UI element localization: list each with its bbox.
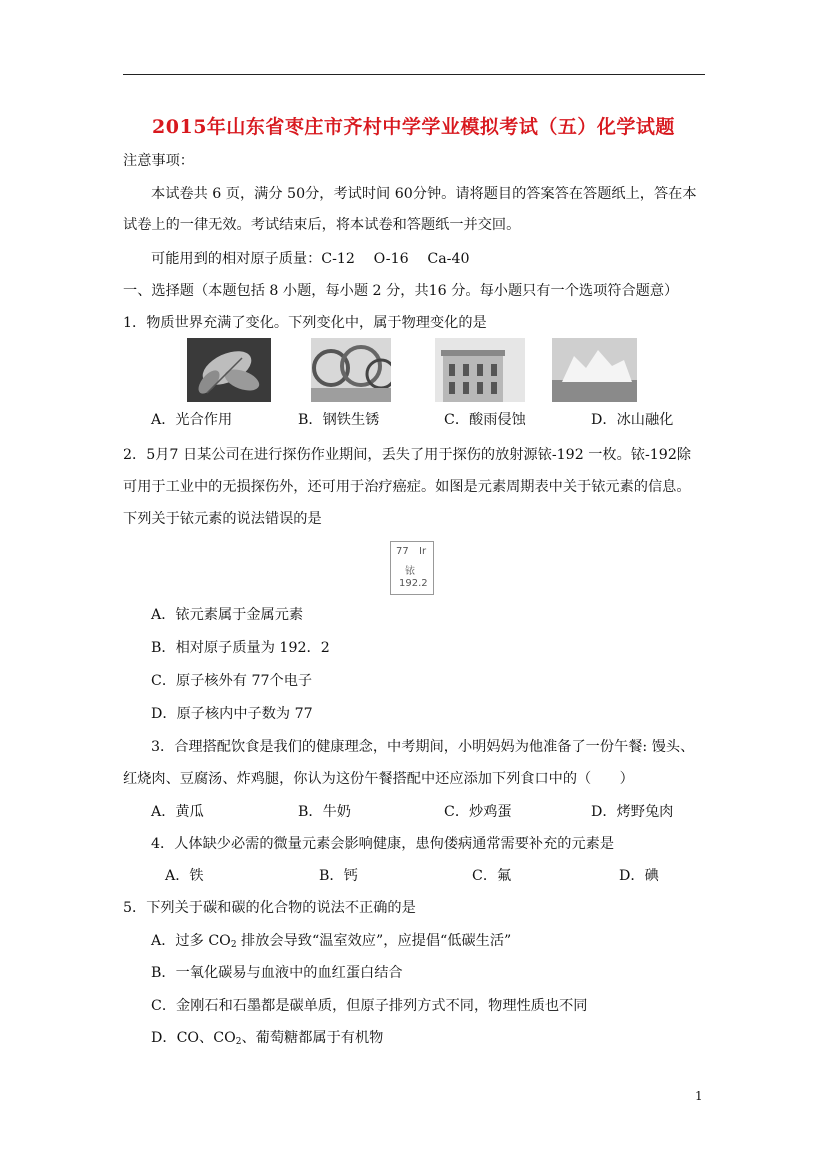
question-4-option-a: A．铁 [165,868,204,884]
question-2-stem-line2: 可用于工业中的无损探伤外，还可用于治疗癌症。如图是元素周期表中关于铱元素的信息。 [123,479,691,495]
question-4-option-c: C．氟 [472,868,512,884]
question-1-images [187,338,637,402]
header-rule [123,74,705,75]
melting-iceberg-image [552,338,637,402]
question-2-stem-line3: 下列关于铱元素的说法错误的是 [123,511,322,527]
question-5-stem: 5．下列关于碳和碳的化合物的说法不正确的是 [123,900,416,916]
question-2-option-b: B．相对原子质量为 192．2 [151,640,330,656]
question-4-option-b: B．钙 [319,868,358,884]
question-5-option-b: B．一氧化碳易与血液中的血红蛋白结合 [151,965,403,981]
question-1-option-b: B．钢铁生锈 [298,412,380,428]
question-1-option-c: C．酸雨侵蚀 [444,412,526,428]
acid-rain-building-image [435,338,525,402]
question-2-option-a: A．铱元素属于金属元素 [151,607,304,623]
element-number: 77 [396,546,409,557]
element-mass: 192.2 [399,578,428,589]
photosynthesis-image [187,338,271,402]
question-3-option-d: D．烤野兔肉 [591,804,674,820]
question-1-stem: 1．物质世界充满了变化。下列变化中，属于物理变化的是 [123,315,487,331]
question-3-stem-line1: 3．合理搭配饮食是我们的健康理念，中考期间，小明妈妈为他准备了一份午餐: 馒头、 [151,739,695,755]
iridium-element-card [390,541,434,595]
question-2-stem-line1: 2．5月7 日某公司在进行探伤作业期间，丢失了用于探伤的放射源铱-192 一枚。铱-192除 [123,447,692,463]
question-5-option-d: D．CO、$CO_2$、葡萄糖都属于有机物 [151,1030,384,1047]
question-2-option-d: D．原子核内中子数为 77 [151,706,313,722]
atomic-masses: 可能用到的相对原子质量：C-12 O-16 Ca-40 [151,251,470,267]
element-name: 铱 [405,566,415,577]
page-title: 2015年山东省枣庄市齐村中学学业模拟考试（五）化学试题 [152,116,675,138]
question-3-option-a: A．黄瓜 [151,804,204,820]
question-3-option-c: C．炒鸡蛋 [444,804,512,820]
question-2-option-c: C．原子核外有 77个电子 [151,673,313,689]
element-symbol: Ir [419,546,427,557]
question-4-stem: 4．人体缺少必需的微量元素会影响健康，患佝偻病通常需要补充的元素是 [151,836,615,852]
notice-heading: 注意事项： [123,153,194,169]
question-5-option-a: A．过多 $CO_2$ 排放会导致“温室效应”，应提倡“低碳生活” [151,933,512,950]
question-1-option-a: A．光合作用 [151,412,233,428]
notice-paragraph-line1: 本试卷共 6 页，满分 50分，考试时间 60分钟。请将题目的答案答在答题纸上，答在本 [151,186,697,202]
notice-paragraph-line2: 试卷上的一律无效。考试结束后，将本试卷和答题纸一并交回。 [123,217,521,233]
section-heading: 一、选择题（本题包括 8 小题，每小题 2 分，共16 分。每小题只有一个选项符合题意） [123,283,679,299]
question-1-option-d: D．冰山融化 [591,412,674,428]
question-3-option-b: B．牛奶 [298,804,351,820]
question-4-option-d: D．碘 [619,868,659,884]
rusted-steel-image [311,338,391,402]
page-number: 1 [695,1089,703,1103]
question-5-option-c: C．金刚石和石墨都是碳单质，但原子排列方式不同，物理性质也不同 [151,998,588,1014]
question-3-stem-line2: 红烧肉、豆腐汤、炸鸡腿，你认为这份午餐搭配中还应添加下列食口中的（ ） [123,771,634,787]
